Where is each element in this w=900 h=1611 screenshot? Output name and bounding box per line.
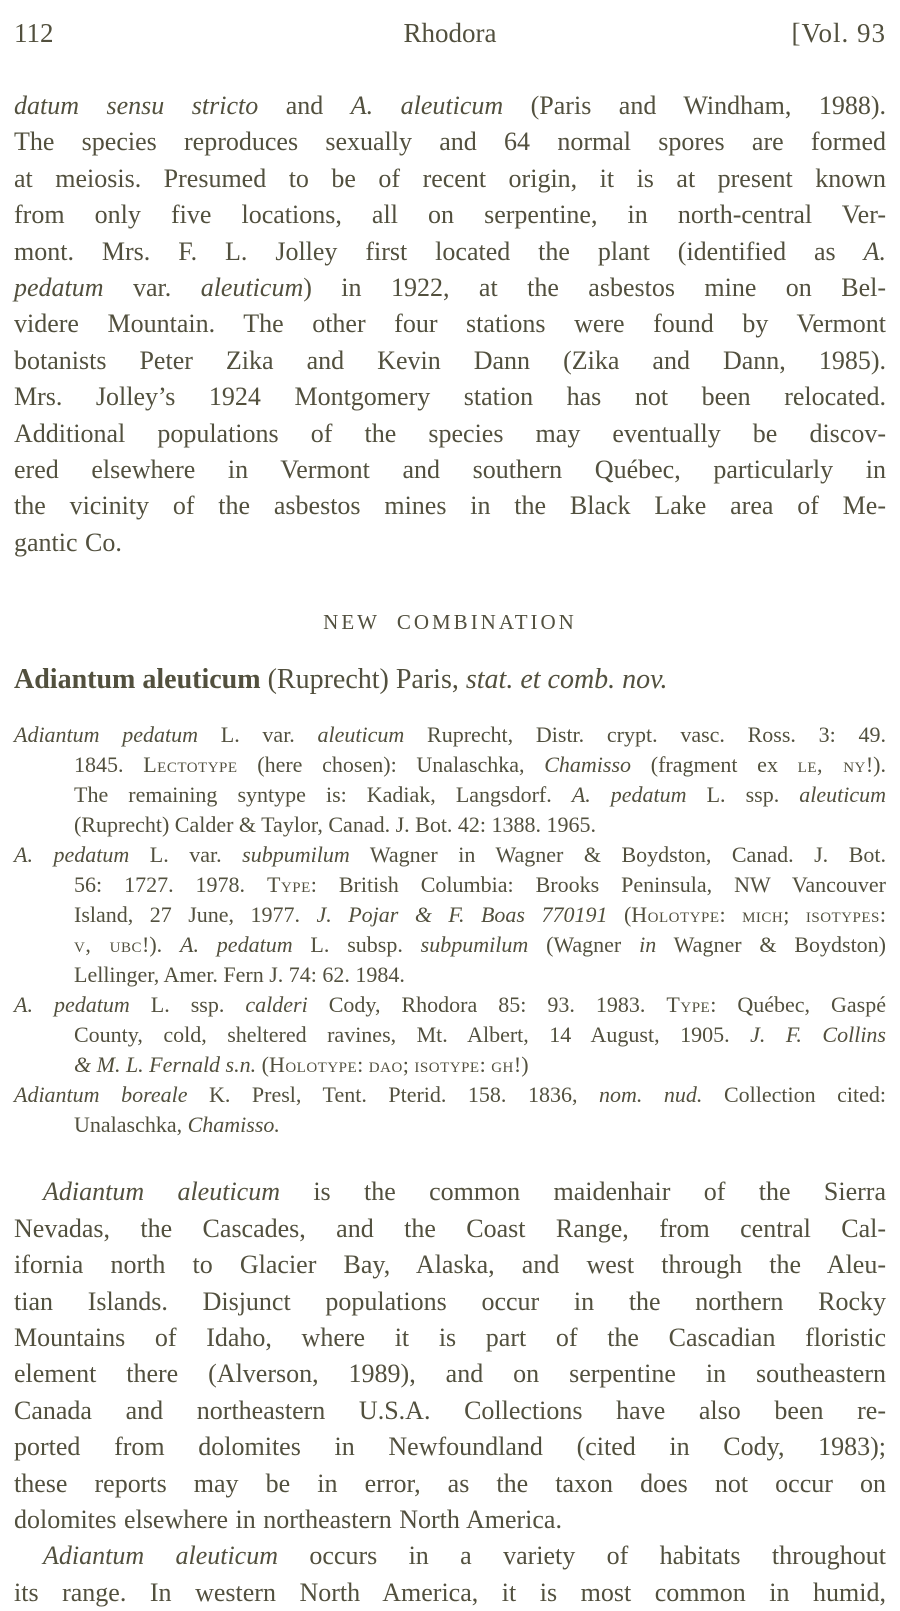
text-line xyxy=(14,1466,886,1502)
text-run: datum sensu stricto xyxy=(14,91,259,120)
text-line xyxy=(14,161,886,197)
text-line xyxy=(14,960,886,990)
text-run: (Ruprecht) Paris, xyxy=(260,664,466,696)
text-run: these reports may be in error, as the taxon does not occur on xyxy=(14,1468,886,1498)
text-run: Lellinger, Amer. Fern J. 74: 62. 1984. xyxy=(74,962,405,988)
text-run: ported from dolomites in Newfoundland (cited in Cody, 1983); xyxy=(14,1432,886,1462)
text-run: dolomites elsewhere in northeastern North America. xyxy=(14,1504,562,1534)
text-run: the vicinity of the asbestos mines in the Black Lake area of Me- xyxy=(14,491,886,521)
text-line xyxy=(14,488,886,524)
new-combination-heading: NEW COMBINATION xyxy=(323,610,577,635)
text-run: A. pedatum xyxy=(14,842,130,868)
text-run: (Ruprecht) Calder & Taylor, Canad. J. Bot. 42: 1388. 1965. xyxy=(74,812,597,838)
text-run: : xyxy=(357,1052,369,1078)
text-run: : xyxy=(479,1052,492,1078)
text-line xyxy=(14,1174,886,1210)
text-run: stat. et comb. nov. xyxy=(465,664,668,696)
text-run: Type xyxy=(666,992,711,1018)
text-line xyxy=(14,750,886,780)
text-run: : xyxy=(879,902,886,928)
text-run: A. pedatum xyxy=(180,932,293,958)
text-line xyxy=(14,1538,886,1574)
text-line xyxy=(14,416,886,452)
text-line xyxy=(14,1502,886,1538)
text-run: nom. nud. xyxy=(599,1082,703,1108)
page-header xyxy=(14,16,886,50)
text-line xyxy=(14,124,886,160)
synonym-citation-2 xyxy=(14,840,886,990)
text-run: The species reproduces sexually and 64 normal spores are formed xyxy=(14,127,886,157)
text-run: Chamisso. xyxy=(187,1112,280,1138)
text-line xyxy=(14,1429,886,1465)
text-line xyxy=(14,810,886,840)
text-run: element there (Alverson, 1989), and on serpentine in southeastern xyxy=(14,1359,886,1389)
text-line xyxy=(14,1284,886,1320)
text-run: (here chosen): Unalaschka, xyxy=(237,752,545,778)
synonym-citation-1 xyxy=(14,720,886,840)
text-line xyxy=(14,379,886,415)
text-run: Additional populations of the species may eventually be discov- xyxy=(14,418,886,448)
text-run: calderi xyxy=(245,992,308,1018)
text-run: Nevadas, the Cascades, and the Coast Range, from central Cal- xyxy=(14,1213,886,1243)
text-run: Unalaschka, xyxy=(74,1112,188,1138)
text-line xyxy=(14,1393,886,1429)
text-line xyxy=(14,452,886,488)
text-run: County, cold, sheltered ravines, Mt. Albert, 14 August, 1905. xyxy=(74,1022,751,1048)
text-line xyxy=(14,720,886,750)
text-line xyxy=(14,990,886,1020)
text-run: mont. Mrs. F. L. Jolley first located the plant (identified as xyxy=(14,236,864,266)
text-run: Ruprecht, Distr. crypt. vasc. Ross. 3: 49. xyxy=(404,722,886,748)
paragraph-habitat xyxy=(14,1538,886,1611)
text-line xyxy=(14,197,886,233)
text-run: isotypes xyxy=(805,902,880,928)
text-run: at meiosis. Presumed to be of recent origin, it is at present known xyxy=(14,163,886,193)
text-line xyxy=(14,663,886,697)
text-line xyxy=(14,900,886,930)
text-run: Type xyxy=(267,872,311,898)
text-run: Adiantum aleuticum xyxy=(43,1177,280,1207)
text-run: : Québec, Gaspé xyxy=(710,992,887,1018)
text-run: L. ssp. xyxy=(686,782,800,808)
text-line xyxy=(14,234,886,270)
text-run: !). xyxy=(865,752,887,778)
text-run: Canada and northeastern U.S.A. Collections have also been re- xyxy=(14,1395,886,1425)
text-run: !). xyxy=(142,932,181,958)
synonym-citation-3 xyxy=(14,990,886,1080)
text-run: occurs in a variety of habitats throughout xyxy=(278,1541,886,1571)
journal-title: Rhodora xyxy=(403,18,497,48)
text-run: J. Pojar & F. Boas 770191 xyxy=(316,902,608,928)
text-line xyxy=(14,780,886,810)
text-run: gantic Co. xyxy=(14,527,122,557)
text-run: ) in 1922, at the asbestos mine on Bel- xyxy=(303,273,886,303)
text-run: ( xyxy=(607,902,632,928)
text-run: le, ny xyxy=(797,752,866,778)
text-line xyxy=(14,1050,886,1080)
text-line xyxy=(14,840,886,870)
text-run: Adiantum boreale xyxy=(14,1082,188,1108)
text-run: L. var. xyxy=(129,842,243,868)
text-run: A. xyxy=(863,236,886,266)
text-run: L. ssp. xyxy=(129,992,246,1018)
text-run: mich xyxy=(742,902,784,928)
text-run: from only five locations, all on serpentine, in north-central Ver- xyxy=(14,200,886,230)
text-run: Collection cited: xyxy=(702,1082,886,1108)
text-run: ( xyxy=(256,1052,269,1078)
text-run: videre Mountain. The other four stations were found by Vermont xyxy=(14,309,886,339)
text-run: aleuticum xyxy=(317,722,405,748)
text-line xyxy=(14,1020,886,1050)
text-run: tian Islands. Disjunct populations occur in the northern Rocky xyxy=(14,1286,886,1316)
text-line xyxy=(14,870,886,900)
paragraph-distribution xyxy=(14,1174,886,1538)
text-line xyxy=(14,1080,886,1110)
text-run: aleuticum xyxy=(200,273,304,303)
text-run: (Paris and Windham, 1988). xyxy=(503,91,886,120)
text-run: (fragment ex xyxy=(631,752,798,778)
text-run: : British Columbia: Brooks Peninsula, NW Vancouver xyxy=(310,872,886,898)
species-heading xyxy=(14,663,886,697)
text-run: Mountains of Idaho, where it is part of the Cascadian floristic xyxy=(14,1322,886,1352)
text-line xyxy=(14,343,886,379)
text-line xyxy=(14,88,886,124)
text-line xyxy=(14,1247,886,1283)
text-run: gh xyxy=(491,1052,514,1078)
text-run: ; xyxy=(783,902,806,928)
text-run: and xyxy=(258,91,351,120)
synonym-citation-4 xyxy=(14,1080,886,1140)
paragraph-continuation xyxy=(14,88,886,561)
text-run: pedatum xyxy=(14,273,104,303)
text-line xyxy=(14,306,886,342)
text-run: ; xyxy=(402,1052,415,1078)
text-run: L. var. xyxy=(198,722,318,748)
text-run: aleuticum xyxy=(799,782,887,808)
text-run: Adiantum pedatum xyxy=(14,722,199,748)
text-run: v, ubc xyxy=(74,932,143,958)
text-run: ered elsewhere in Vermont and southern Québec, particularly in xyxy=(14,455,886,485)
text-run: is the common maidenhair of the Sierra xyxy=(279,1177,886,1207)
text-run: Holotype xyxy=(268,1052,358,1078)
text-run: subpumilum xyxy=(420,932,529,958)
text-line xyxy=(14,525,886,561)
text-run: 56: 1727. 1978. xyxy=(74,872,267,898)
text-run: Wagner & Boydston) xyxy=(656,932,887,958)
text-run: J. F. Collins xyxy=(750,1022,886,1048)
text-line xyxy=(14,1356,886,1392)
page-number: 112 xyxy=(14,18,54,48)
text-line xyxy=(14,1320,886,1356)
text-run: Holotype xyxy=(631,902,720,928)
text-run: The remaining syntype is: Kadiak, Langsdorf. xyxy=(74,782,572,808)
text-run: Adiantum aleuticum xyxy=(43,1541,278,1571)
text-run: subpumilum xyxy=(242,842,350,868)
text-run: Wagner in Wagner & Boydston, Canad. J. Bot. xyxy=(349,842,886,868)
text-run: its range. In western North America, it is most common in humid, xyxy=(14,1577,886,1607)
text-run: & M. L. Fernald s.n. xyxy=(74,1052,257,1078)
text-run: isotype xyxy=(414,1052,480,1078)
text-run: A. pedatum xyxy=(14,992,130,1018)
text-line xyxy=(14,270,886,306)
text-run: Island, 27 June, 1977. xyxy=(74,902,317,928)
text-run: K. Presl, Tent. Pterid. 158. 1836, xyxy=(187,1082,599,1108)
text-run: Lectotype xyxy=(143,752,238,778)
text-line xyxy=(14,1110,886,1140)
text-run: var. xyxy=(103,273,201,303)
text-run: ifornia north to Glacier Bay, Alaska, and west through the Aleu- xyxy=(14,1250,886,1280)
text-run: Cody, Rhodora 85: 93. 1983. xyxy=(307,992,667,1018)
text-run: botanists Peter Zika and Kevin Dann (Zika and Dann, 1985). xyxy=(14,345,886,375)
text-run: A. pedatum xyxy=(571,782,687,808)
text-run: 1845. xyxy=(74,752,144,778)
text-run: !) xyxy=(513,1052,529,1078)
text-run: Adiantum aleuticum xyxy=(14,664,261,696)
text-run: : xyxy=(719,902,743,928)
text-run: Mrs. Jolley’s 1924 Montgomery station has not been relocated. xyxy=(14,382,886,412)
text-line xyxy=(14,1575,886,1611)
text-line xyxy=(14,1211,886,1247)
synonymy-list xyxy=(14,720,886,1140)
text-run: Chamisso xyxy=(544,752,632,778)
volume-label: [Vol. 93 xyxy=(791,18,886,48)
text-line xyxy=(14,930,886,960)
text-run: L. subsp. xyxy=(292,932,421,958)
text-run: A. aleuticum xyxy=(350,91,504,120)
text-run: dao xyxy=(368,1052,403,1078)
text-run: in xyxy=(639,932,657,958)
text-run: (Wagner xyxy=(528,932,640,958)
